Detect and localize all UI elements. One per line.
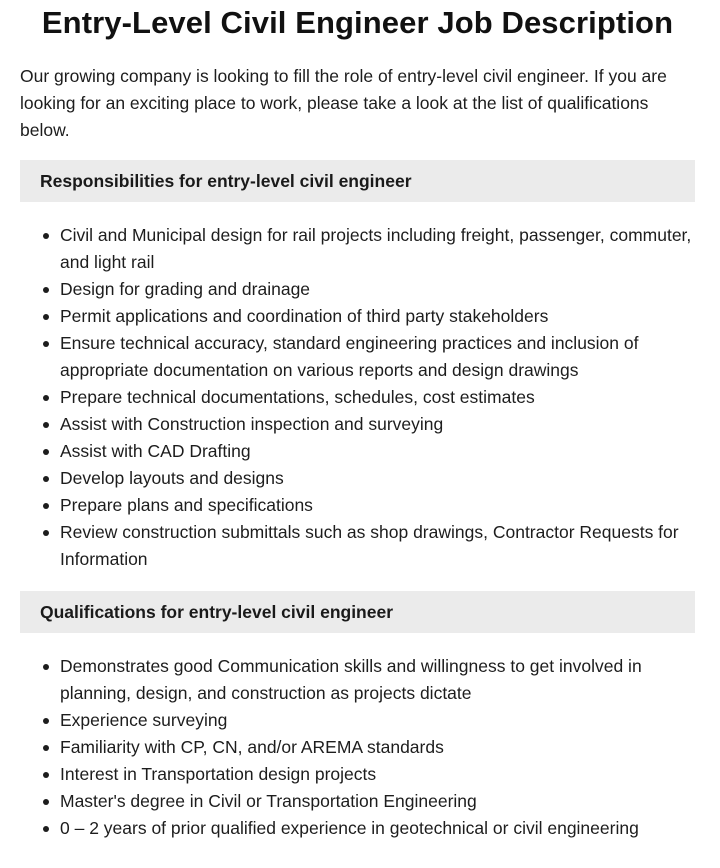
list-item: Experience surveying bbox=[60, 707, 695, 734]
qualifications-list bbox=[20, 653, 695, 842]
list-item: Civil and Municipal design for rail projects including freight, passenger, commuter, and light rail bbox=[60, 222, 695, 276]
list-item: Prepare technical documentations, schedules, cost estimates bbox=[60, 384, 695, 411]
list-item: Ensure technical accuracy, standard engineering practices and inclusion of appropriate documentation on various reports and design drawings bbox=[60, 330, 695, 384]
list-item: 0 – 2 years of prior qualified experience in geotechnical or civil engineering bbox=[60, 815, 695, 842]
responsibilities-heading: Responsibilities for entry-level civil engineer bbox=[20, 160, 695, 202]
list-item: Design for grading and drainage bbox=[60, 276, 695, 303]
list-item: Interest in Transportation design projects bbox=[60, 761, 695, 788]
responsibilities-list bbox=[20, 222, 695, 573]
list-item: Demonstrates good Communication skills and willingness to get involved in planning, design, and construction as projects dictate bbox=[60, 653, 695, 707]
page-title: Entry-Level Civil Engineer Job Description bbox=[41, 5, 674, 40]
list-item: Prepare plans and specifications bbox=[60, 492, 695, 519]
list-item: Develop layouts and designs bbox=[60, 465, 695, 492]
list-item: Master's degree in Civil or Transportation Engineering bbox=[60, 788, 695, 815]
list-item: Assist with CAD Drafting bbox=[60, 438, 695, 465]
list-item: Familiarity with CP, CN, and/or AREMA standards bbox=[60, 734, 695, 761]
qualifications-heading: Qualifications for entry-level civil engineer bbox=[20, 591, 695, 633]
list-item: Review construction submittals such as shop drawings, Contractor Requests for Information bbox=[60, 519, 695, 573]
intro-paragraph: Our growing company is looking to fill the role of entry-level civil engineer. If you are looking for an exciting place to work, please take a look at the list of qualifications below. bbox=[20, 66, 667, 140]
list-item: Assist with Construction inspection and surveying bbox=[60, 411, 695, 438]
list-item: Permit applications and coordination of third party stakeholders bbox=[60, 303, 695, 330]
